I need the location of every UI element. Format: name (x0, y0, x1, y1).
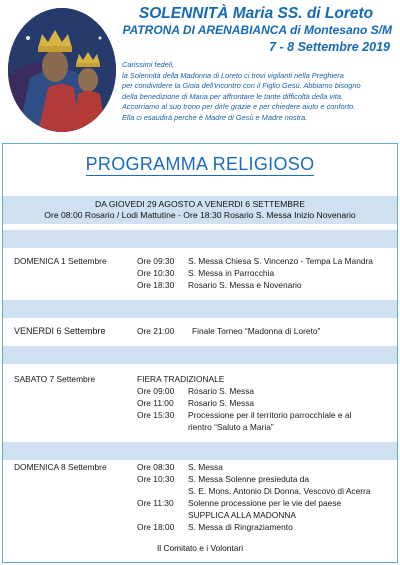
program-title-text: PROGRAMMA RELIGIOSO (85, 154, 315, 174)
spacer-band (3, 300, 397, 318)
event-desc: S. Messa (188, 462, 223, 472)
intro-line: Ore 08:00 Rosario / Lodi Mattutine - Ore 18:30 Rosario S. Messa Inizio Novenario (44, 210, 356, 220)
event-time: Ore 21:00 (137, 326, 175, 336)
event-desc: Processione per il territorio parrocchiale e al (188, 410, 352, 420)
header (0, 0, 400, 142)
event-desc: Rosario S. Messa (188, 386, 255, 396)
event-desc: Rosario S. Messa e Novenario (188, 280, 302, 290)
event-desc-cont: SUPPLICA ALLA MADONNA (188, 510, 296, 520)
day-label: DOMENICA 8 Settembre (14, 462, 107, 472)
event-desc-cont: rientro “Saluto a Maria” (188, 422, 274, 432)
event-desc: S. Messa di Ringraziamento (188, 522, 293, 532)
event-time: Ore 10:30 (137, 268, 175, 278)
page-subtitle: PATRONA DI ARENABIANCA di Montesano S/M (122, 23, 392, 37)
event-time: Ore 08:30 (137, 462, 175, 472)
program-title (0, 153, 400, 175)
intro-line: DA GIOVEDI 29 AGOSTO A VENERDI 6 SETTEMBRE (95, 199, 305, 209)
letter-line: Carissimi fedeli, (122, 60, 175, 69)
event-desc: S. Messa Chiesa S. Vincenzo - Tempa La Mandra (188, 256, 373, 266)
event-desc-cont: S. E. Mons. Antonio Di Donna, Vescovo di Acerra (188, 486, 371, 496)
page-title: SOLENNITÀ Maria SS. di Loreto (138, 5, 374, 22)
day-label: SABATO 7 Settembre (14, 374, 96, 384)
day-label: DOMENICA 1 Settembre (14, 256, 107, 266)
day-label: VENERDI 6 Settembre (14, 326, 106, 336)
footer-signature: Il Comitato e i Volontari (156, 543, 244, 553)
letter-line: per condividere la Gioia dell'incontro con il Figlio Gesù. Abbiamo bisogno (122, 81, 361, 91)
spacer-band (3, 346, 397, 364)
event-dates: 7 - 8 Settembre 2019 (269, 40, 390, 54)
event-desc: Solenne processione per le vie del paese (188, 498, 342, 508)
letter-line: la Solennità della Madonna di Loreto ci trovi vigilanti nella Preghiera (122, 70, 344, 80)
letter-line: Accorriamo al suo trono per dirle grazie e per chiedere aiuto e conforto. (122, 102, 356, 112)
event-time: Ore 11:30 (137, 498, 174, 508)
event-desc: Finale Torneo “Madonna di Loreto” (192, 326, 321, 336)
event-time: Ore 15:30 (137, 410, 175, 420)
event-time: Ore 11:00 (137, 398, 174, 408)
event-desc: S. Messa Solenne presieduta da (188, 474, 310, 484)
event-desc: Rosario S. Messa (188, 398, 255, 408)
event-desc: S. Messa in Parrocchia (188, 268, 275, 278)
letter-line: Ella ci esaudirà perchè è Madre di Gesù e Madre nostra. (122, 112, 308, 122)
letter-line: della benedizione di Maria per affrontare le tante difficoltà della vita. (122, 91, 344, 101)
event-time: Ore 18:00 (137, 522, 175, 532)
event-time: Ore 09:00 (137, 386, 175, 396)
spacer-band (3, 230, 397, 248)
letter-to-faithful (122, 60, 398, 124)
madonna-and-child-icon (8, 8, 116, 132)
spacer-band (3, 442, 397, 460)
event-time: Ore 10:30 (137, 474, 175, 484)
event-time: Ore 09:30 (137, 256, 175, 266)
day-heading: FIERA TRADIZIONALE (137, 374, 225, 384)
madonna-image (8, 8, 116, 132)
event-time: Ore 18:30 (137, 280, 175, 290)
